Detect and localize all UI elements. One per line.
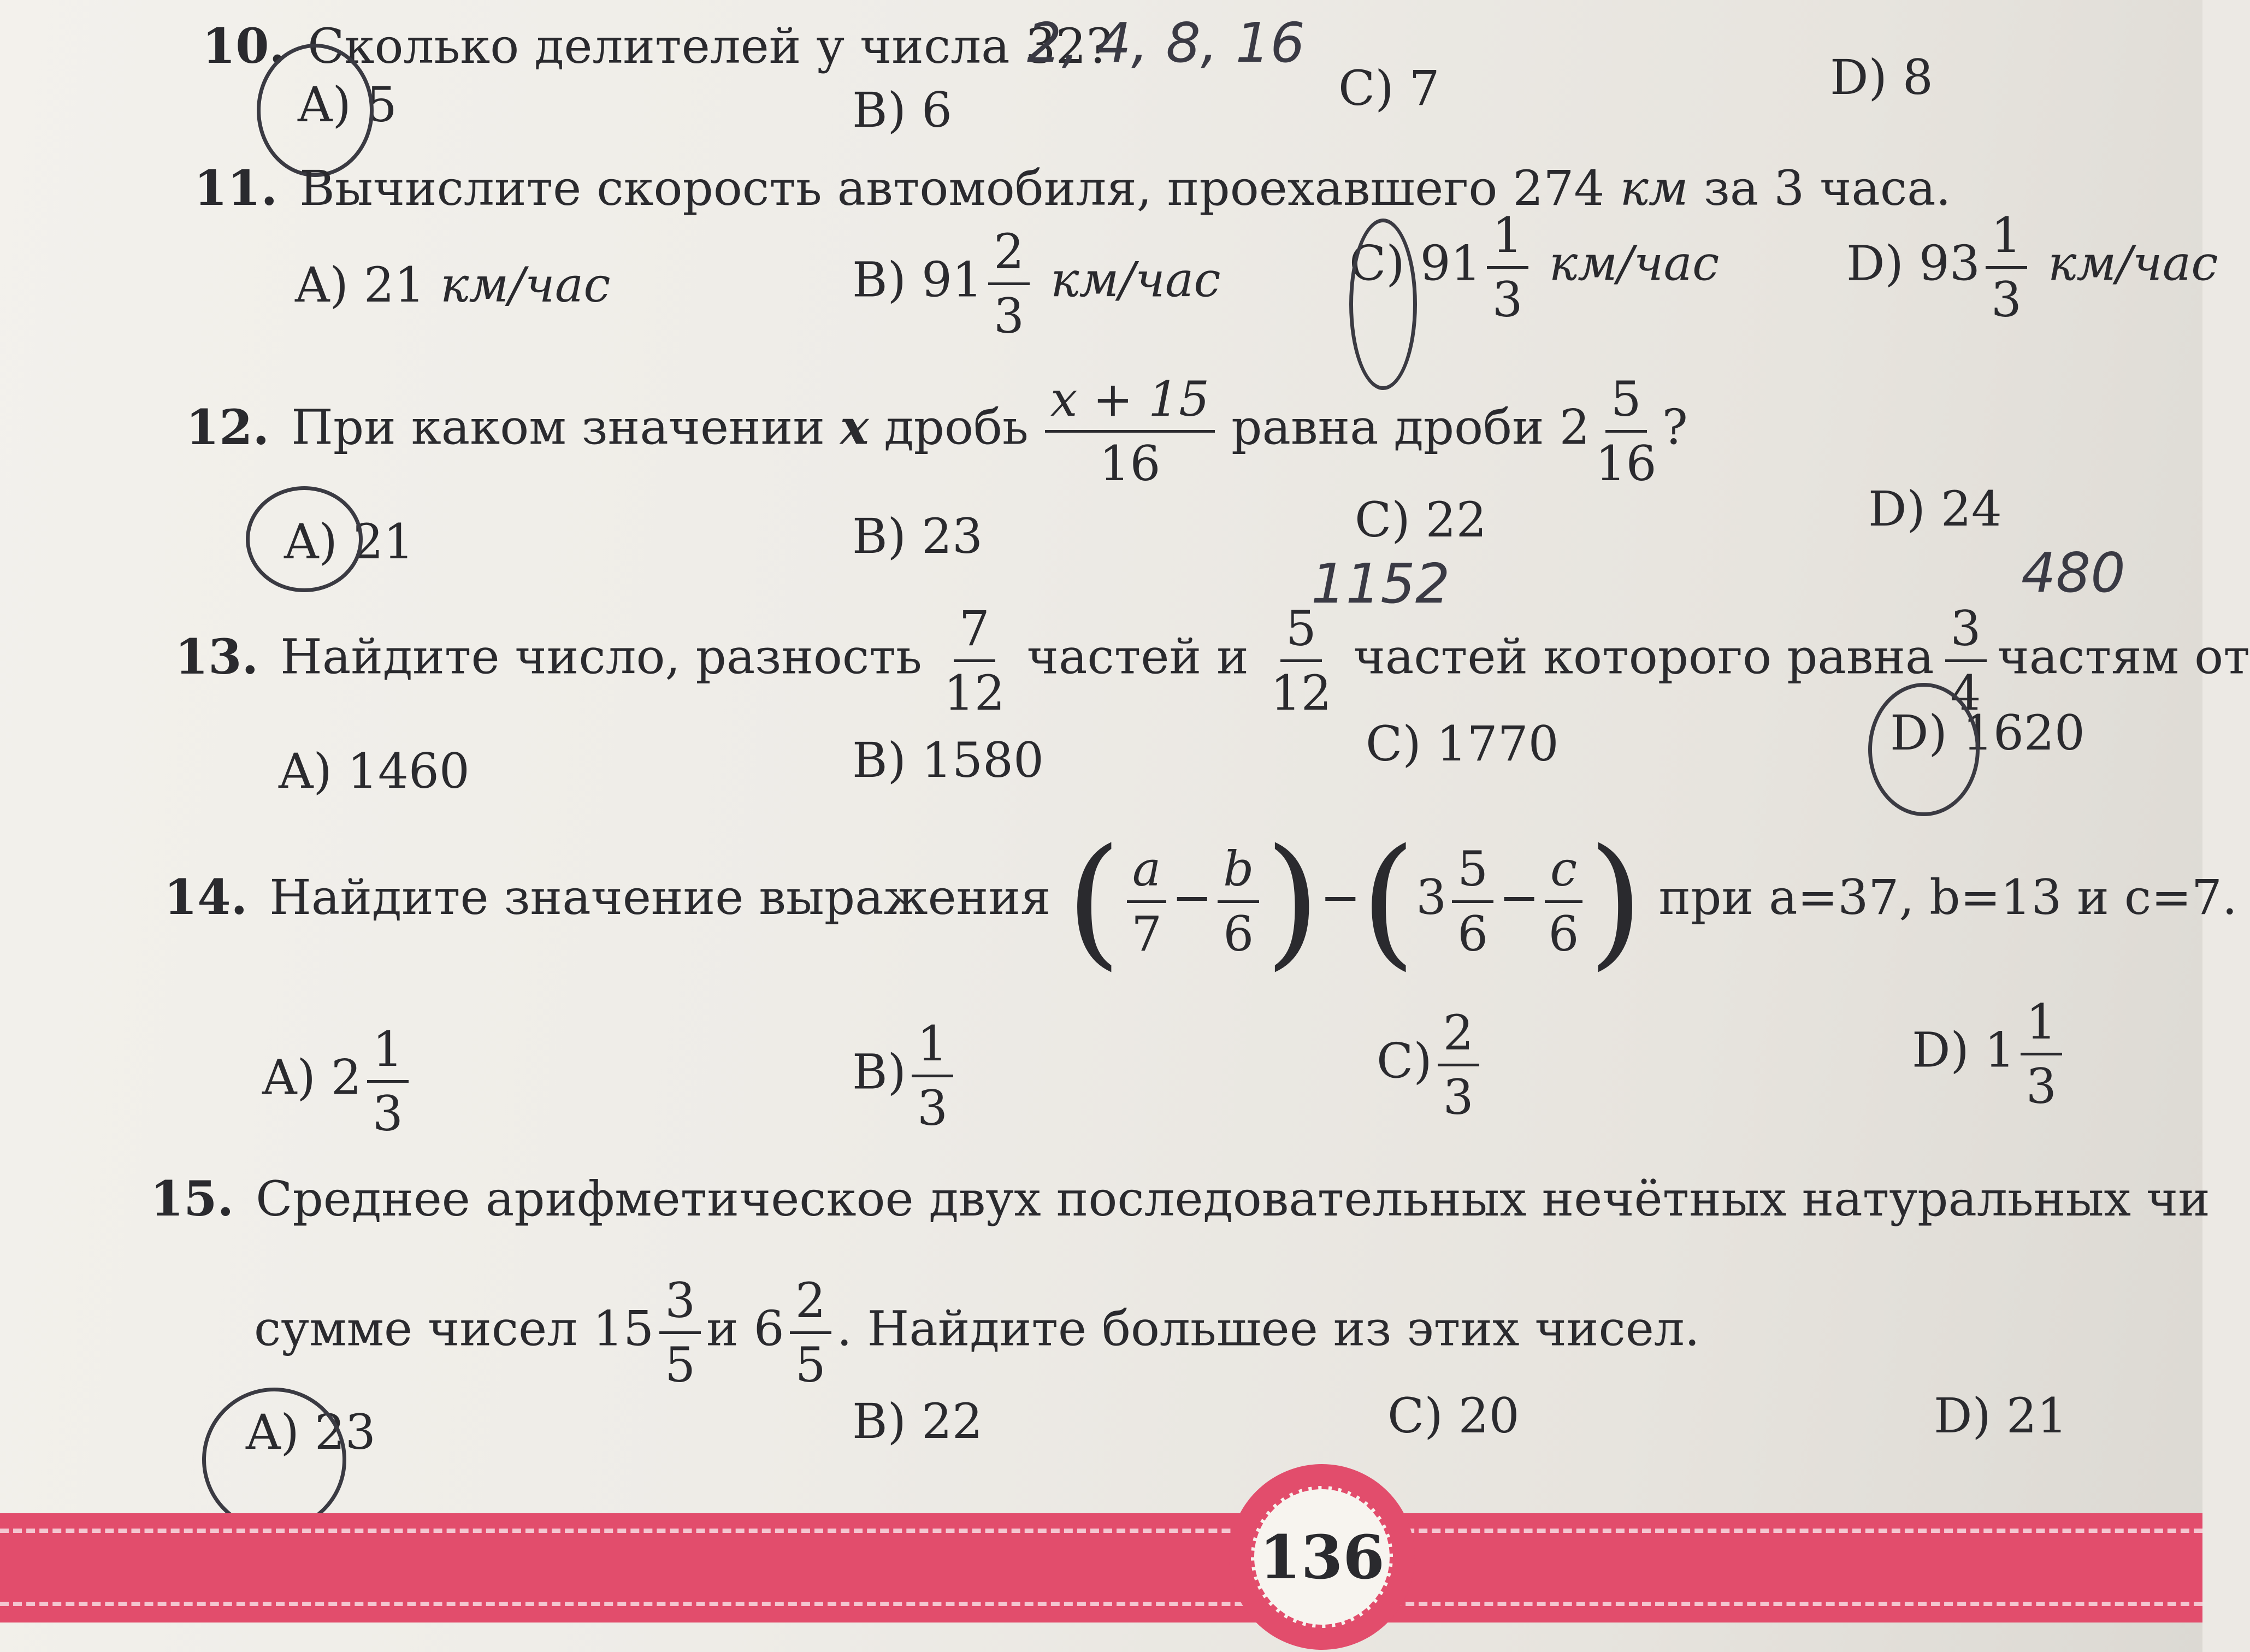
option-d-value: D) 1 — [1912, 1022, 2015, 1078]
numerator: 1 — [912, 1016, 953, 1077]
handwritten-note: 480 — [2021, 541, 2125, 605]
paren-open: ( — [1360, 819, 1416, 984]
numerator: 2 — [790, 1273, 831, 1334]
question-text-post: частей которого равна — [1353, 628, 1934, 685]
fraction — [1545, 841, 1582, 961]
banner-stitch-bottom — [0, 1602, 2202, 1606]
banner-stitch-top — [0, 1529, 2202, 1533]
denominator: 3 — [1492, 272, 1523, 328]
option-b: B) 23 — [852, 508, 983, 564]
question-mark: ? — [1662, 399, 1688, 456]
question-15-line2 — [254, 1273, 1700, 1393]
numerator: 3 — [659, 1273, 701, 1334]
question-number: 14. — [164, 868, 248, 925]
option-d — [1846, 208, 2218, 327]
numerator: 7 — [954, 601, 995, 662]
fraction — [1438, 1005, 1479, 1125]
option-d: D) 24 — [1868, 481, 2002, 537]
denominator: 7 — [1131, 905, 1162, 962]
fraction — [988, 224, 1030, 344]
option-d: D) 1620 — [1890, 705, 2085, 761]
option-a: A) 5 — [298, 76, 397, 133]
question-number: 10. — [202, 17, 286, 74]
numerator: 1 — [1986, 208, 2027, 269]
option-b — [852, 1016, 959, 1136]
denominator: 3 — [372, 1085, 403, 1142]
denominator: 3 — [1443, 1069, 1474, 1126]
question-text-mid: и 6 — [706, 1300, 784, 1357]
option-c: C) 7 — [1338, 60, 1440, 116]
question-text-end: равна дроби 2 — [1231, 399, 1590, 456]
question-text-end: . Найдите большее из этих чисел. — [836, 1300, 1700, 1357]
answer-circle — [257, 44, 374, 177]
question-text: Сколько делителей у числа 32? — [308, 18, 1112, 74]
fraction — [790, 1273, 831, 1393]
numerator: c — [1545, 841, 1582, 902]
option-d: D) 21 — [1934, 1388, 2068, 1444]
fraction — [1045, 371, 1215, 491]
option-d: D) 8 — [1830, 49, 1933, 105]
denominator: 3 — [1991, 272, 2022, 328]
option-b — [852, 224, 1221, 344]
footer-banner — [0, 1513, 2202, 1622]
option-a: A) 1460 — [279, 743, 470, 799]
option-a — [262, 1022, 414, 1141]
fraction — [1271, 601, 1332, 721]
denominator: 3 — [2025, 1058, 2057, 1115]
paren-open: ( — [1066, 819, 1121, 984]
question-14: 14. Найдите значение выражения ( $\frac{a}{7}$ − $\frac{b}{6}$ )−(3 $\frac{5}{6}$ − $\frac{c}{6}$ ) при a=37, b=13 и c=7. — [164, 819, 2237, 984]
question-15 — [150, 1170, 2210, 1227]
option-b-value: B) — [852, 1043, 906, 1100]
fraction — [367, 1022, 409, 1141]
fraction — [1596, 371, 1657, 491]
unit-text: км — [1620, 160, 1688, 216]
option-c: C) 20 — [1387, 1388, 1520, 1444]
option-c — [1377, 1005, 1485, 1125]
question-text-mid: частей и — [1026, 628, 1249, 685]
question-text-end: за 3 часа. — [1703, 160, 1951, 216]
option-b-unit: км/час — [1050, 251, 1221, 308]
option-a-value: A) 21 — [295, 257, 425, 313]
option-a — [295, 257, 610, 313]
fraction — [1487, 208, 1528, 327]
question-text-end: частям от — [1997, 628, 2250, 685]
numerator: 5 — [1280, 601, 1322, 662]
fraction — [1218, 841, 1259, 961]
denominator: 16 — [1099, 435, 1161, 492]
answer-circle — [1349, 219, 1417, 390]
numerator: 5 — [1605, 371, 1647, 433]
handwritten-note: 2, 4, 8, 16 — [1027, 11, 1305, 75]
condition-text: при a=37, b=13 и c=7. — [1658, 869, 2237, 925]
option-a-value: A) 2 — [262, 1049, 362, 1106]
option-c-value: C) 91 — [1349, 235, 1481, 292]
option-b: B) 22 — [852, 1393, 983, 1449]
paren-close: ) — [1588, 819, 1644, 984]
numerator: 2 — [1438, 1005, 1479, 1066]
option-c: C) 22 — [1355, 492, 1487, 548]
denominator: 3 — [993, 288, 1024, 345]
denominator: 6 — [1457, 905, 1489, 962]
denominator: 6 — [1548, 905, 1579, 962]
numerator: b — [1218, 841, 1259, 902]
question-text: Вычислите скорость автомобиля, проехавшего 274 — [299, 160, 1605, 216]
numerator: a — [1127, 841, 1166, 902]
numerator: x + 15 — [1045, 371, 1215, 433]
question-text: Найдите значение выражения — [269, 869, 1051, 925]
option-c-unit: км/час — [1549, 235, 1720, 292]
option-d-value: D) 93 — [1846, 235, 1980, 292]
page-number-badge — [1229, 1464, 1415, 1650]
variable: x — [840, 398, 869, 456]
fraction — [944, 601, 1005, 721]
question-number: 12. — [186, 398, 270, 456]
numerator: 5 — [1452, 841, 1493, 902]
question-11 — [194, 160, 1951, 216]
option-a: A) 21 — [284, 514, 414, 570]
option-b: B) 1580 — [852, 732, 1044, 788]
page-number: 136 — [1251, 1486, 1393, 1628]
denominator: 5 — [795, 1337, 826, 1394]
fraction — [1127, 841, 1166, 961]
answer-circle — [1868, 683, 1980, 816]
handwritten-note: 1152 — [1311, 552, 1450, 616]
question-text: Среднее арифметическое двух последовательных нечётных натуральных чи — [256, 1171, 2210, 1227]
option-b-value: B) 91 — [852, 251, 983, 308]
question-12 — [186, 371, 1688, 491]
option-a-unit: км/час — [440, 257, 611, 313]
answer-circle — [246, 486, 363, 592]
question-text: сумме чисел 15 — [254, 1300, 654, 1357]
integer-part: 3 — [1416, 869, 1447, 925]
question-text-mid: дробь — [884, 399, 1029, 456]
question-text: При каком значении — [291, 399, 825, 456]
option-d-unit: км/час — [2047, 235, 2218, 292]
fraction — [1986, 208, 2027, 327]
numerator: 3 — [1945, 601, 1987, 662]
numerator: 1 — [367, 1022, 409, 1083]
fraction — [2021, 994, 2062, 1114]
denominator: 3 — [917, 1080, 948, 1137]
option-c: C) 1770 — [1366, 716, 1559, 772]
denominator: 5 — [665, 1337, 696, 1394]
numerator: 2 — [988, 224, 1030, 285]
denominator: 4 — [1950, 665, 1981, 722]
question-number: 13. — [175, 628, 259, 685]
question-number: 11. — [194, 160, 278, 216]
question-number: 15. — [150, 1170, 234, 1227]
numerator: 1 — [1487, 208, 1528, 269]
denominator: 12 — [943, 665, 1005, 722]
denominator: 12 — [1270, 665, 1332, 722]
fraction — [1452, 841, 1493, 961]
question-text: Найдите число, разность — [280, 628, 922, 685]
option-a: A) 23 — [246, 1404, 376, 1460]
fraction — [659, 1273, 701, 1393]
denominator: 6 — [1223, 905, 1254, 962]
fraction — [912, 1016, 953, 1136]
numerator: 1 — [2021, 994, 2062, 1055]
option-d — [1912, 994, 2068, 1114]
denominator: 16 — [1595, 435, 1657, 492]
answer-circle — [202, 1388, 346, 1532]
option-c-value: C) — [1377, 1032, 1432, 1089]
paren-close: ) — [1265, 819, 1320, 984]
option-b: B) 6 — [852, 82, 952, 138]
